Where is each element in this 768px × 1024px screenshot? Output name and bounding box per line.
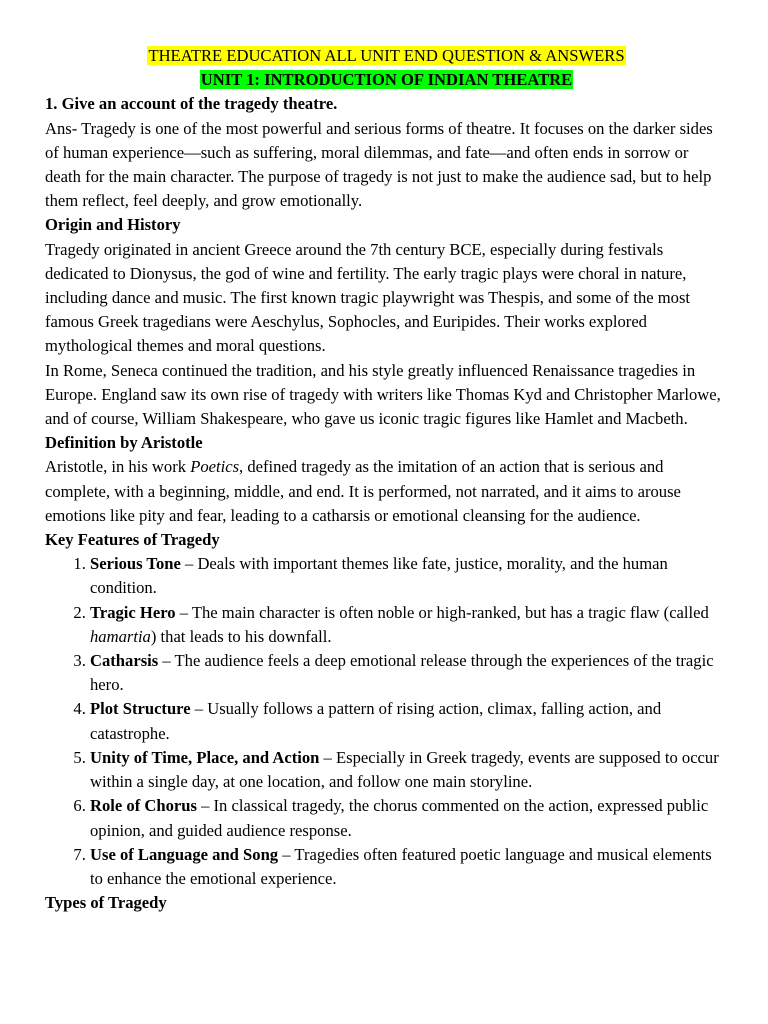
origin-heading: Origin and History [45,215,181,235]
types-heading: Types of Tragedy [45,893,167,913]
feature-text: – Usually follows a pattern of rising action, climax, falling action, and catastrophe. [90,699,662,743]
feature-text: – In classical tragedy, the chorus commented on the action, expressed public opinion, and guided audience response. [90,796,709,840]
feature-text-after: ) that leads to his downfall. [150,626,332,646]
document-page [45,44,728,915]
answer-prefix: Ans- [45,118,82,138]
unit-highlight: UNIT 1: INTRODUCTION OF INDIAN THEATRE [200,70,573,90]
answer-text: Tragedy is one of the most powerful and serious forms of theatre. It focuses on the darker sides of human experience—such as suffering, moral dilemmas, and fate—and often ends in sorrow or death for the main character. The purpose of tragedy is not just to make the audience sad, but to help them reflect, feel deeply, and grow emotionally. [45,118,713,211]
feature-item [90,552,728,600]
feature-text: – The audience feels a deep emotional release through the experiences of the tragic hero. [90,651,714,695]
feature-term: Role of Chorus [90,796,197,816]
feature-text: – Deals with important themes like fate, justice, morality, and the human condition. [90,554,668,598]
feature-text-before: – The main character is often noble or high-ranked, but has a tragic flaw (called [175,602,709,622]
feature-item [90,649,728,697]
unit-heading [45,68,728,92]
feature-text: – Especially in Greek tragedy, events are supposed to occur within a single day, at one location, and follow one main storyline. [90,747,719,792]
definition-text-after: , defined tragedy as the imitation of an action that is serious and complete, with a beginning, middle, and end. It is performed, not narrated, and it aims to arouse emotions like pity and fear, leading to a catharsis or emotional cleansing for the audience. [45,457,681,525]
document-title [45,44,728,68]
question-heading: 1. Give an account of the tragedy theatre. [45,94,338,114]
definition-paragraph [45,455,728,528]
feature-text: – Tragedies often featured poetic language and musical elements to enhance the emotional experience. [90,844,712,888]
answer-paragraph [45,117,728,214]
feature-term: Use of Language and Song [90,844,279,864]
feature-term: Tragic Hero [90,602,176,622]
definition-text-before: Aristotle, in his work [45,457,191,477]
feature-item [90,843,728,891]
feature-item [90,794,728,842]
poetics-title: Poetics [190,457,240,477]
origin-paragraph-1: Tragedy originated in ancient Greece around the 7th century BCE, especially during festivals dedicated to Dionysus, the god of wine and fertility. The early tragic plays were choral in nature, including dance and music. The first known tragic playwright was Thespis, and some of the most famous Greek tragedians were Aeschylus, Sophocles, and Euripides. Their works explored mythological themes and moral questions. [45,239,691,356]
feature-item [90,601,728,649]
definition-heading: Definition by Aristotle [45,433,203,453]
hamartia-term: hamartia [90,626,151,646]
feature-term: Unity of Time, Place, and Action [90,747,320,767]
feature-item [90,697,728,745]
title-highlight: THEATRE EDUCATION ALL UNIT END QUESTION & ANSWERS [148,46,625,65]
features-list [45,552,728,891]
feature-term: Plot Structure [90,699,191,719]
feature-term: Catharsis [90,651,159,671]
feature-term: Serious Tone [90,554,181,574]
features-heading: Key Features of Tragedy [45,530,220,550]
origin-paragraph-2: In Rome, Seneca continued the tradition, and his style greatly influenced Renaissance tragedies in Europe. England saw its own rise of tragedy with writers like Thomas Kyd and Christopher Marlowe, and of course, William Shakespeare, who gave us iconic tragic figures like Hamlet and Macbeth. [45,360,721,429]
feature-item [90,746,728,794]
